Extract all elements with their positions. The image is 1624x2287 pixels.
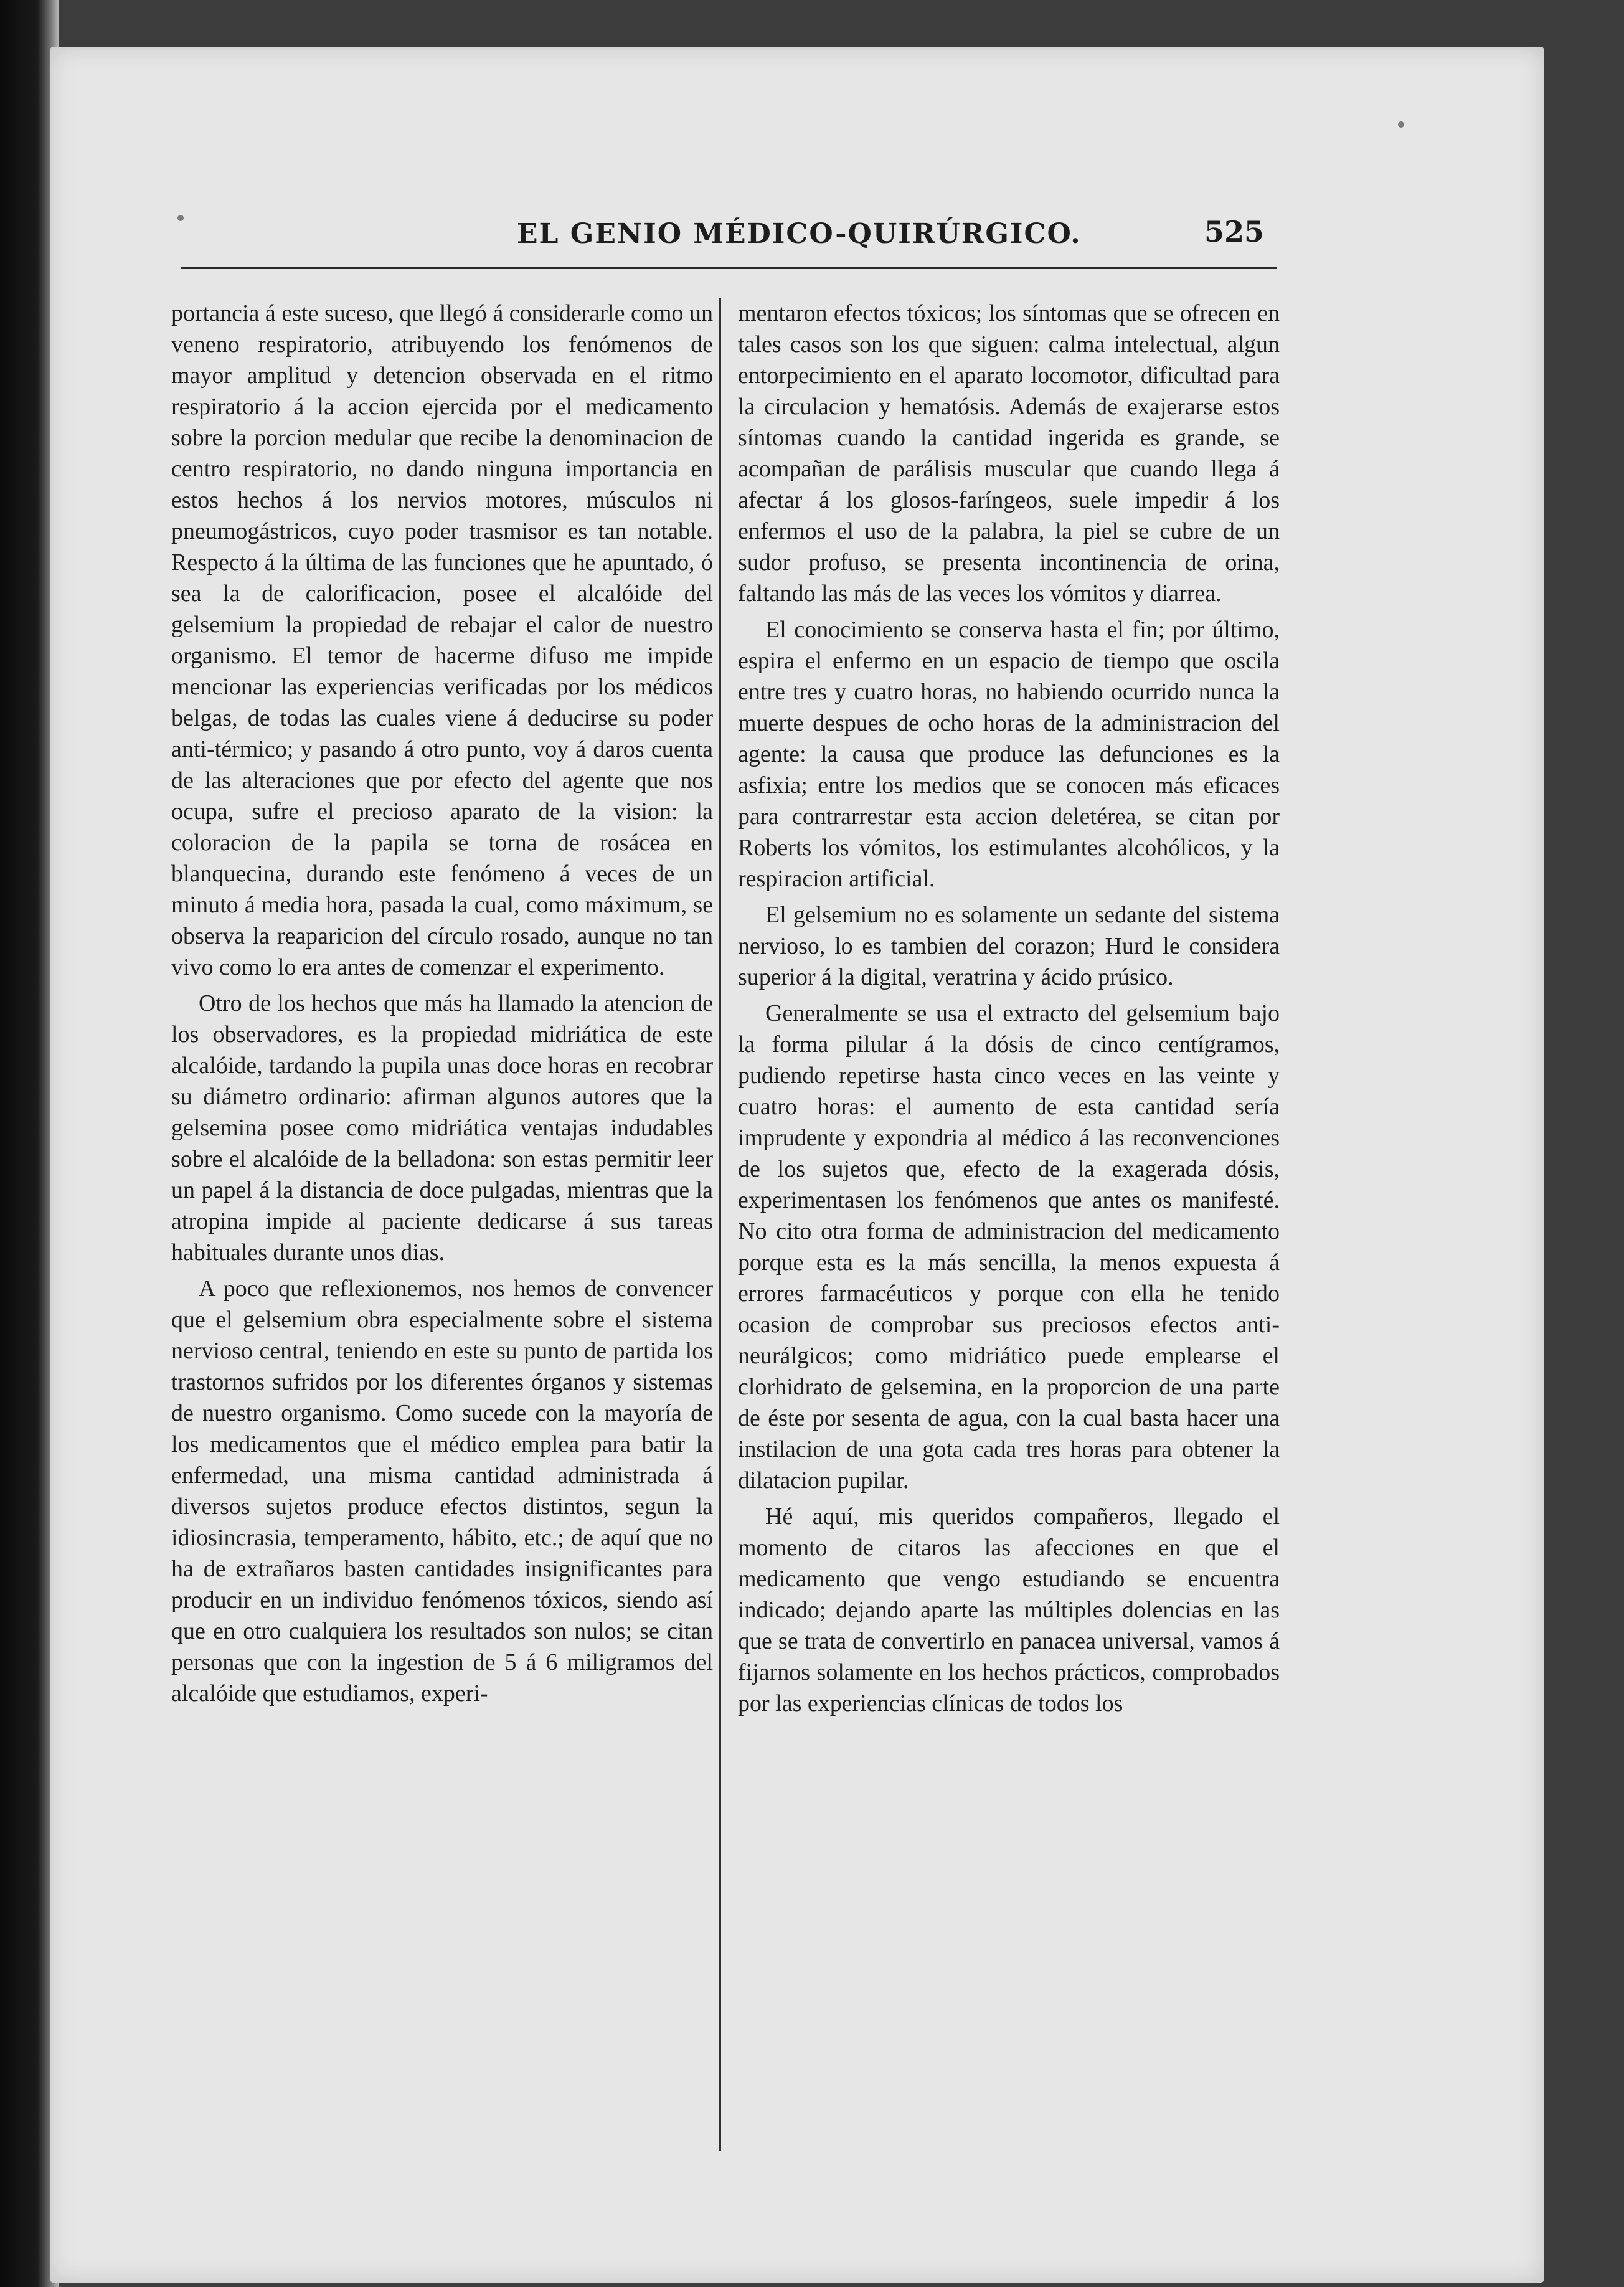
paragraph: Otro de los hechos que más ha llamado la atencion de los observadores, es la propiedad midriática de este alcalóide, tardando la pupila unas doce horas en recobrar su diámetro ordinario: afirman algunos autores que la gelsemina posee como midriática ventajas indudables sobre el alcalóide de la belladona: son estas permitir leer un papel á la distancia de doce pulgadas, mientras que la atropina impide al paciente dedicarse á sus tareas habituales durante unos dias. — [171, 990, 713, 1266]
right-column — [738, 298, 1280, 1724]
page-header — [181, 187, 1277, 268]
paragraph: El gelsemium no es solamente un sedante del sistema nervioso, lo es tambien del corazon; Hurd le considera superior á la digital, veratrina y ácido prúsico. — [738, 902, 1280, 990]
column-divider — [719, 298, 721, 2151]
paragraph: Generalmente se usa el extracto del gelsemium bajo la forma pilular á la dósis de cinco centígramos, pudiendo repetirse hasta cinco veces en las veinte y cuatro horas: el aumento de esta cantidad sería imprudente y expondria al médico á las reconvenciones de los sujetos que, efecto de la exagerada dósis, experimentasen los fenómenos que antes os manifesté. No cito otra forma de administracion del medicamento porque esta es la más sencilla, la menos expuesta á errores farmacéuticos y porque con ella he tenido ocasion de comprobar sus preciosos efectos anti-neurálgicos; como midriático puede emplearse el clorhidrato de gelsemina, en la proporcion de una parte de éste por sesenta de agua, con la cual basta hacer una instilacion de una gota cada tres horas para obtener la dilatacion pupilar. — [738, 1000, 1280, 1494]
paragraph: mentaron efectos tóxicos; los síntomas que se ofrecen en tales casos son los que siguen: calma intelectual, algun entorpecimiento en el aparato locomotor, dificultad para la circulacion y hematósis. Además de exajerarse estos síntomas cuando la cantidad ingerida es grande, se acompañan de parálisis muscular que cuando llega á afectar á los glosos-faríngeos, suele impedir á los enfermos el uso de la palabra, la piel se cubre de un sudor profuso, se presenta incontinencia de orina, faltando las más de las veces los vómitos y diarrea. — [738, 300, 1280, 607]
header-rule — [181, 267, 1277, 269]
paragraph: portancia á este suceso, que llegó á considerarle como un veneno respiratorio, atribuyendo los fenómenos de mayor amplitud y detencion observada en el ritmo respiratorio á la accion ejercida por el medicamento sobre la porcion medular que recibe la denominacion de centro respiratorio, no dando ninguna importancia en estos hechos á los nervios motores, músculos ni pneumogástricos, cuyo poder trasmisor es tan notable. Respecto á la última de las funciones que he apuntado, ó sea la de calorificacion, posee el alcalóide del gelsemium la propiedad de rebajar el calor de nuestro organismo. El temor de hacerme difuso me impide mencionar las experiencias verificadas por los médicos belgas, de todas las cuales viene á deducirse su poder anti-térmico; y pasando á otro punto, voy á daros cuenta de las alteraciones que por efecto del agente que nos ocupa, sufre el precioso aparato de la vision: la coloracion de la papila se torna de rosácea en blanquecina, durando este fenómeno á veces de un minuto á media hora, pasada la cual, como máximum, se observa la reaparicion del círculo rosado, aunque no tan vivo como lo era antes de comenzar el experimento. — [171, 300, 713, 980]
page-number: 525 — [1204, 215, 1264, 249]
stray-ink-dot — [1398, 121, 1404, 128]
paragraph: Hé aquí, mis queridos compañeros, llegado el momento de citaros las afecciones en que el medicamento que vengo estudiando se encuentra indicado; dejando aparte las múltiples dolencias en las que se trata de convertirlo en panacea universal, vamos á fijarnos solamente en los hechos prácticos, comprobados por las experiencias clínicas de todos los — [738, 1503, 1280, 1716]
left-column — [171, 298, 713, 1714]
paragraph: A poco que reflexionemos, nos hemos de convencer que el gelsemium obra especialmente sobre el sistema nervioso central, teniendo en este su punto de partida los trastornos sufridos por los diferentes órganos y sistemas de nuestro organismo. Como sucede con la mayoría de los medicamentos que el médico emplea para batir la enfermedad, una misma cantidad administrada á diversos sujetos produce efectos distintos, segun la idiosincrasia, temperamento, hábito, etc.; de aquí que no ha de extrañaros basten cantidades insignificantes para producir en un individuo fenómenos tóxicos, siendo así que en otro cualquiera los resultados son nulos; se citan personas que con la ingestion de 5 á 6 miligramos del alcalóide que estudiamos, experi- — [171, 1276, 713, 1707]
running-title: EL GENIO MÉDICO-QUIRÚRGICO. — [517, 218, 1082, 250]
paragraph: El conocimiento se conserva hasta el fin; por último, espira el enfermo en un espacio de tiempo que oscila entre tres y cuatro horas, no habiendo ocurrido nunca la muerte despues de ocho horas de la administracion del agente: la causa que produce las defunciones es la asfixia; entre los medios que se conocen más eficaces para contrarrestar esta accion deletérea, se citan por Roberts los vómitos, los estimulantes alcohólicos, y la respiracion artificial. — [738, 617, 1280, 892]
